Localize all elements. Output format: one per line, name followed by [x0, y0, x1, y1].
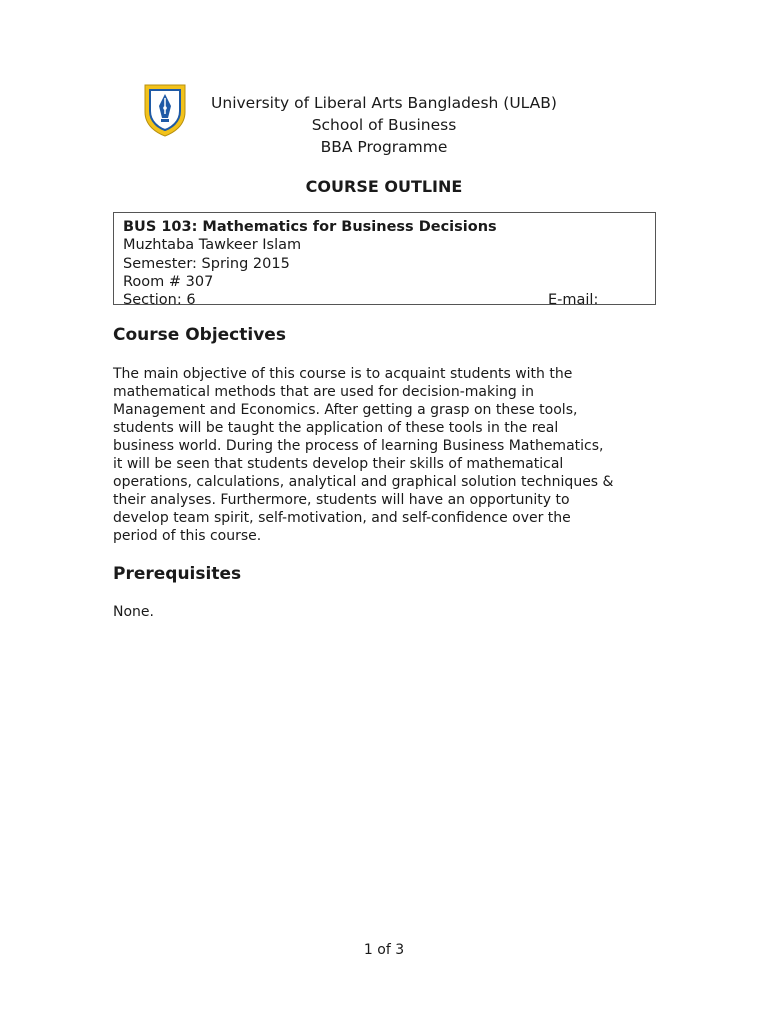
school-name: School of Business	[311, 116, 457, 134]
objectives-heading: Course Objectives	[113, 325, 286, 345]
objectives-paragraph	[113, 365, 658, 545]
university-name: University of Liberal Arts Bangladesh (ULAB)	[211, 94, 557, 112]
semester: Semester: Spring 2015	[123, 256, 290, 272]
paragraph-line: mathematical methods that are used for decision-making in	[113, 384, 534, 400]
paragraph-line: their analyses. Furthermore, students will have an opportunity to	[113, 492, 570, 508]
section-number: Section: 6	[123, 292, 196, 305]
course-info-box	[113, 212, 656, 305]
programme-name: BBA Programme	[320, 138, 448, 156]
paragraph-line: students will be taught the application of these tools in the real	[113, 420, 559, 436]
prerequisites-text: None.	[113, 604, 154, 620]
email-label: E-mail:	[548, 292, 599, 305]
course-code-title: BUS 103: Mathematics for Business Decisions	[123, 219, 497, 235]
instructor-name: Muzhtaba Tawkeer Islam	[123, 237, 302, 253]
paragraph-line: develop team spirit, self-motivation, and self-confidence over the	[113, 510, 571, 526]
paragraph-line: operations, calculations, analytical and graphical solution techniques &	[113, 474, 614, 490]
prerequisites-heading: Prerequisites	[113, 564, 242, 584]
document-title: COURSE OUTLINE	[305, 177, 463, 196]
paragraph-line: period of this course.	[113, 528, 262, 544]
paragraph-line: The main objective of this course is to acquaint students with the	[113, 366, 573, 382]
paragraph-line: it will be seen that students develop their skills of mathematical	[113, 456, 564, 472]
page-indicator: 1 of 3	[363, 942, 405, 958]
room-number: Room # 307	[123, 274, 214, 290]
paragraph-line: business world. During the process of learning Business Mathematics,	[113, 438, 604, 454]
paragraph-line: Management and Economics. After getting a grasp on these tools,	[113, 402, 578, 418]
